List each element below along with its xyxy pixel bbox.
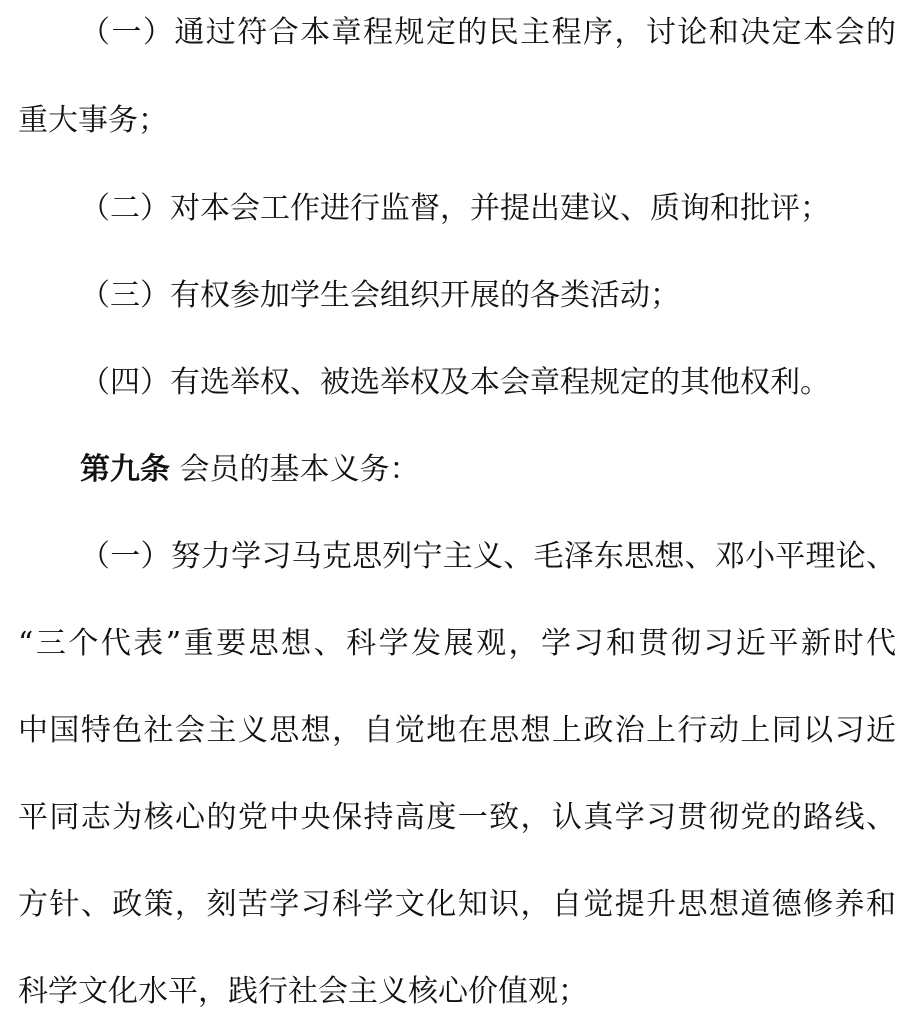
paragraph-4: （四）有选举权、被选举权及本会章程规定的其他权利。 (80, 365, 830, 400)
paragraph-1-line-2: 重大事务； (18, 103, 168, 138)
article-9-number: 第九条 (80, 452, 170, 487)
paragraph-5-line-6: 科学文化水平，践行社会主义核心价值观； (18, 974, 588, 1009)
paragraph-2: （二）对本会工作进行监督，并提出建议、质询和批评； (80, 191, 830, 226)
paragraph-3: （三）有权参加学生会组织开展的各类活动； (80, 278, 680, 313)
paragraph-5-line-4: 平同志为核心的党中央保持高度一致，认真学习贯彻党的路线、 (18, 800, 896, 835)
paragraph-1-line-1: （一）通过符合本章程规定的民主程序，讨论和决定本会的 (80, 15, 896, 50)
paragraph-5-line-3: 中国特色社会主义思想，自觉地在思想上政治上行动上同以习近 (18, 713, 896, 748)
article-9-title: 会员的基本义务： (170, 452, 420, 487)
article-9-heading (80, 450, 420, 490)
paragraph-5-line-5: 方针、政策，刻苦学习科学文化知识，自觉提升思想道德修养和 (18, 887, 896, 922)
paragraph-5-line-1: （一）努力学习马克思列宁主义、毛泽东思想、邓小平理论、 (80, 539, 896, 574)
paragraph-5-line-2: “三个代表”重要思想、科学发展观，学习和贯彻习近平新时代 (18, 626, 896, 661)
